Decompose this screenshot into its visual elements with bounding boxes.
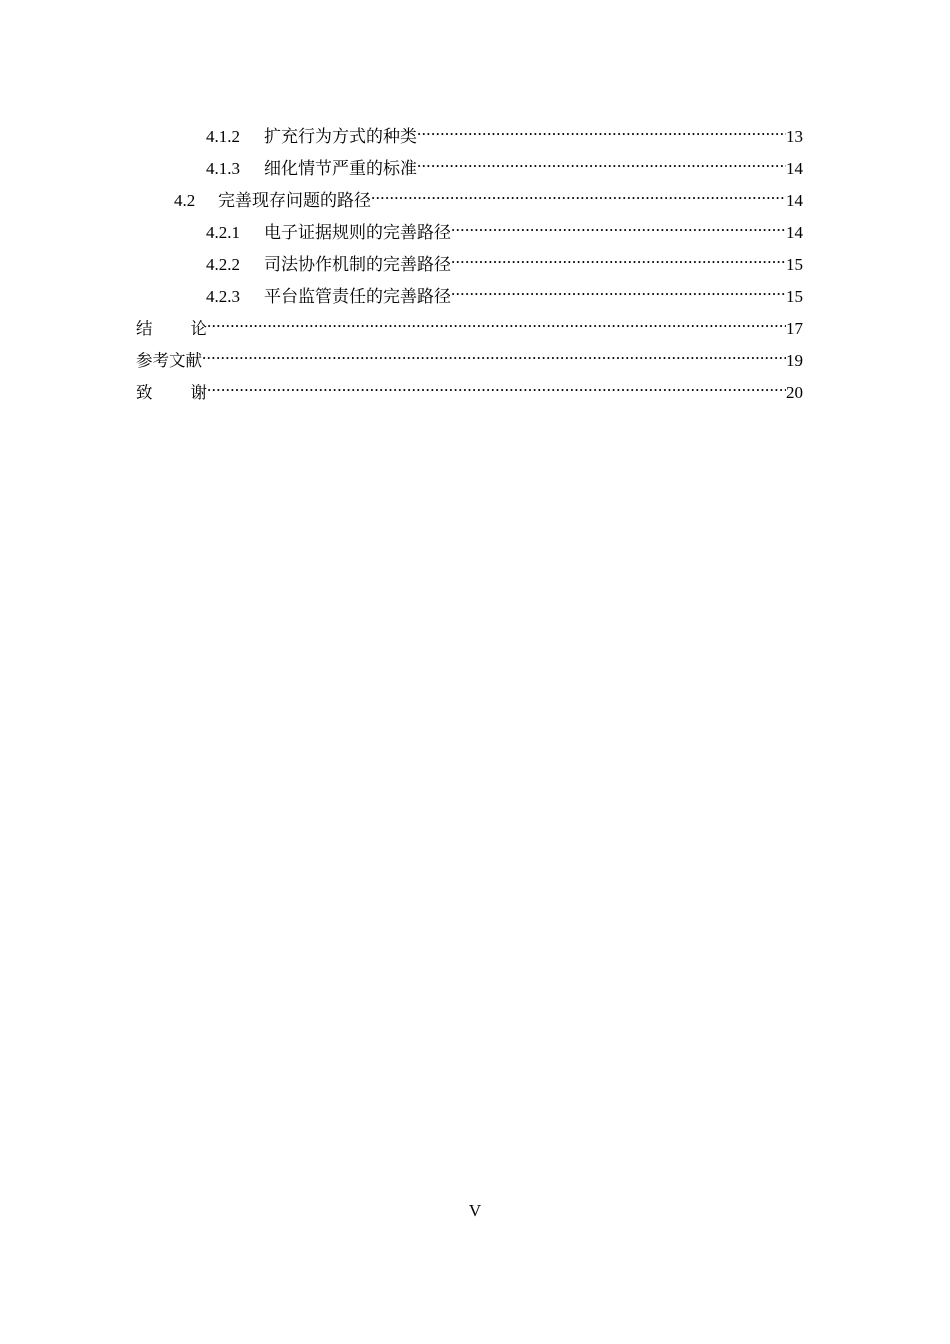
toc-entry-4-2[interactable] [174, 182, 803, 210]
toc-dot-leader [451, 246, 786, 270]
toc-entry-4-2-1[interactable] [206, 214, 803, 242]
toc-entry-page: 17 [786, 319, 803, 338]
toc-entry-page: 14 [786, 159, 803, 178]
toc-entry-number: 4.2.2 [206, 255, 240, 274]
toc-dot-leader [371, 182, 786, 206]
toc-entry-title: 平台监管责任的完善路径 [264, 287, 451, 306]
toc-dot-leader [417, 150, 786, 174]
toc-entry-number: 4.2.1 [206, 223, 240, 242]
toc-entry-number: 4.2 [174, 191, 196, 210]
toc-dot-leader [451, 214, 786, 238]
toc-entry-page: 15 [786, 287, 803, 306]
toc-entry-page: 19 [786, 351, 803, 370]
page-number: V [468, 1201, 482, 1220]
toc-entry-4-2-3[interactable] [206, 278, 803, 306]
toc-entry-page: 20 [786, 383, 803, 402]
page-footer [0, 1199, 950, 1223]
toc-entry-page: 14 [786, 191, 803, 210]
toc-entry-number: 4.1.2 [206, 127, 240, 146]
toc-entry-page: 14 [786, 223, 803, 242]
toc-entry-title: 致谢 [136, 383, 245, 402]
toc-entry-title: 参考文献 [136, 351, 202, 370]
toc-entry-references[interactable] [136, 342, 803, 370]
toc-entry-page: 13 [786, 127, 803, 146]
toc-entry-page: 15 [786, 255, 803, 274]
toc-entry-title: 司法协作机制的完善路径 [264, 255, 451, 274]
toc-dot-leader [451, 278, 786, 302]
toc-entry-acknowledgements[interactable] [136, 374, 803, 402]
toc-entry-title: 细化情节严重的标准 [264, 159, 417, 178]
toc-dot-leader [202, 342, 786, 366]
toc-entry-title: 电子证据规则的完善路径 [264, 223, 451, 242]
toc-dot-leader [417, 118, 786, 142]
toc-entry-title: 完善现存问题的路径 [218, 191, 371, 210]
toc-entry-4-1-3[interactable] [206, 150, 803, 178]
toc-entry-4-1-2[interactable] [206, 118, 803, 146]
toc-entry-number: 4.2.3 [206, 287, 240, 306]
toc-entry-4-2-2[interactable] [206, 246, 803, 274]
toc-entry-title: 扩充行为方式的种类 [264, 127, 417, 146]
toc-entry-conclusion[interactable] [136, 310, 803, 338]
toc-dot-leader [207, 310, 786, 334]
toc-entry-number: 4.1.3 [206, 159, 240, 178]
toc-dot-leader [207, 374, 786, 398]
toc-entry-title: 结论 [136, 319, 245, 338]
